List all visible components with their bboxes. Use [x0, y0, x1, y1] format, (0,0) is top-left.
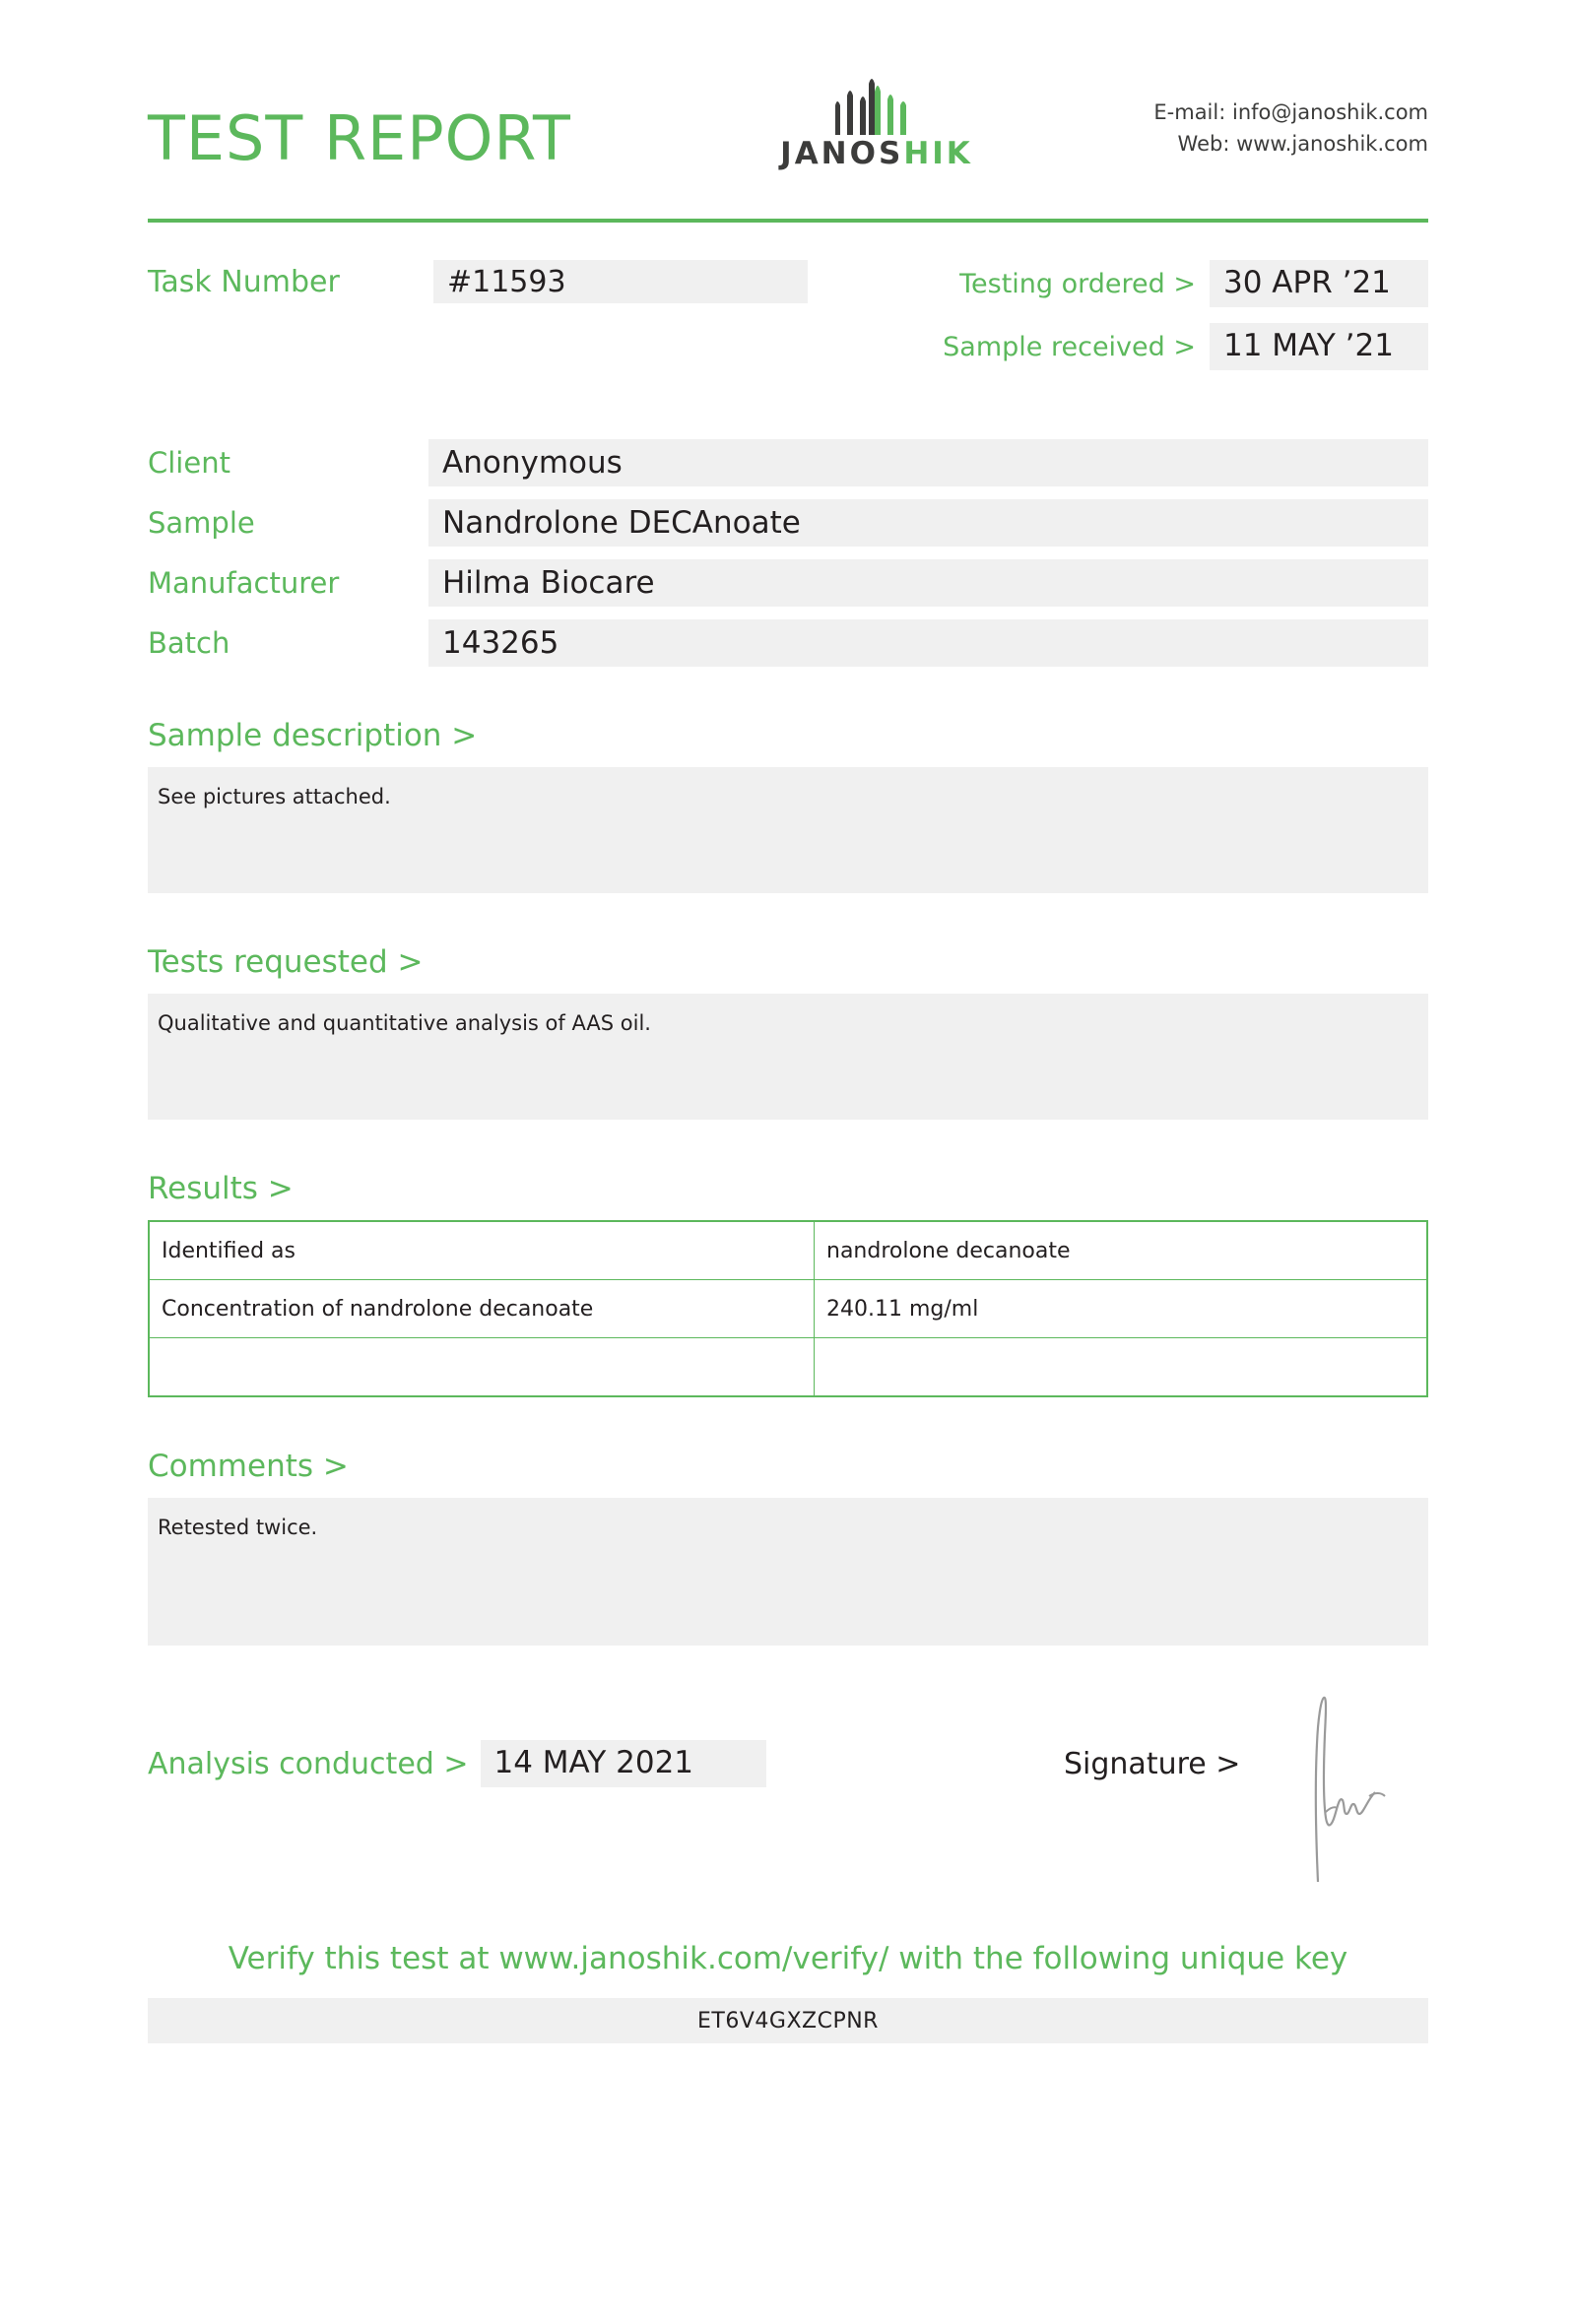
sample-received-label: Sample received > [943, 331, 1196, 362]
logo-wordmark [749, 136, 1005, 171]
task-dates-group [877, 260, 1428, 386]
info-table [148, 439, 1428, 667]
analysis-conducted-label: Analysis conducted > [148, 1746, 469, 1781]
sample-received-value: 11 MAY ’21 [1210, 323, 1428, 370]
info-row-batch [148, 619, 1428, 667]
comments-title: Comments > [148, 1449, 349, 1484]
task-number-group [148, 260, 827, 303]
tests-requested-box [148, 994, 1428, 1120]
signature-label: Signature > [1064, 1746, 1241, 1781]
results-row-0-name: Identified as [149, 1221, 815, 1280]
mountain-logo-icon [827, 76, 926, 137]
info-row-sample [148, 499, 1428, 547]
logo-text-dark: JANOS [780, 136, 904, 171]
task-row [148, 260, 1428, 368]
results-row-2-value [815, 1338, 1428, 1397]
contact-email: E-mail: info@janoshik.com [1153, 100, 1428, 124]
info-value-batch: 143265 [428, 619, 1428, 667]
testing-ordered-value: 30 APR ’21 [1210, 260, 1428, 307]
tests-requested-text: Qualitative and quantitative analysis of AAS oil. [158, 1011, 651, 1035]
results-row-0-value: nandrolone decanoate [815, 1221, 1428, 1280]
page-title: TEST REPORT [148, 102, 571, 174]
info-value-sample: Nandrolone DECAnoate [428, 499, 1428, 547]
info-value-manufacturer: Hilma Biocare [428, 559, 1428, 607]
sample-description-box [148, 767, 1428, 893]
info-label-sample: Sample [148, 506, 255, 540]
results-row-2-name [149, 1338, 815, 1397]
testing-ordered-label: Testing ordered > [959, 268, 1196, 299]
info-value-client: Anonymous [428, 439, 1428, 486]
results-table [148, 1220, 1428, 1397]
analysis-conducted-value: 14 MAY 2021 [481, 1740, 766, 1787]
sample-description-text: See pictures attached. [158, 785, 391, 808]
table-row [149, 1221, 1427, 1280]
sample-received-row [877, 323, 1428, 370]
results-title: Results > [148, 1171, 294, 1206]
signature-image [1290, 1690, 1399, 1891]
results-row-1-name: Concentration of nandrolone decanoate [149, 1280, 815, 1338]
header-divider [148, 219, 1428, 223]
contact-web: Web: www.janoshik.com [1177, 131, 1428, 156]
info-row-manufacturer [148, 559, 1428, 607]
table-row [149, 1338, 1427, 1397]
info-label-batch: Batch [148, 626, 230, 660]
unique-key-box: ET6V4GXZCPNR [148, 1998, 1428, 2043]
task-number-label: Task Number [148, 264, 340, 299]
contact-block [1153, 97, 1428, 160]
table-row [149, 1280, 1427, 1338]
tests-requested-title: Tests requested > [148, 944, 424, 980]
comments-text: Retested twice. [158, 1516, 318, 1539]
results-row-1-value: 240.11 mg/ml [815, 1280, 1428, 1338]
verify-text: Verify this test at www.janoshik.com/verify/ with the following unique key [228, 1941, 1348, 1976]
task-number-value: #11593 [433, 260, 808, 303]
logo-text-green: HIK [903, 136, 973, 171]
report-header [148, 0, 1428, 197]
comments-box [148, 1498, 1428, 1646]
janoshik-logo [749, 76, 1005, 169]
testing-ordered-row [877, 260, 1428, 307]
info-row-client [148, 439, 1428, 486]
info-label-manufacturer: Manufacturer [148, 566, 340, 600]
analysis-row [148, 1734, 1428, 1793]
info-label-client: Client [148, 446, 230, 480]
sample-description-title: Sample description > [148, 718, 478, 753]
